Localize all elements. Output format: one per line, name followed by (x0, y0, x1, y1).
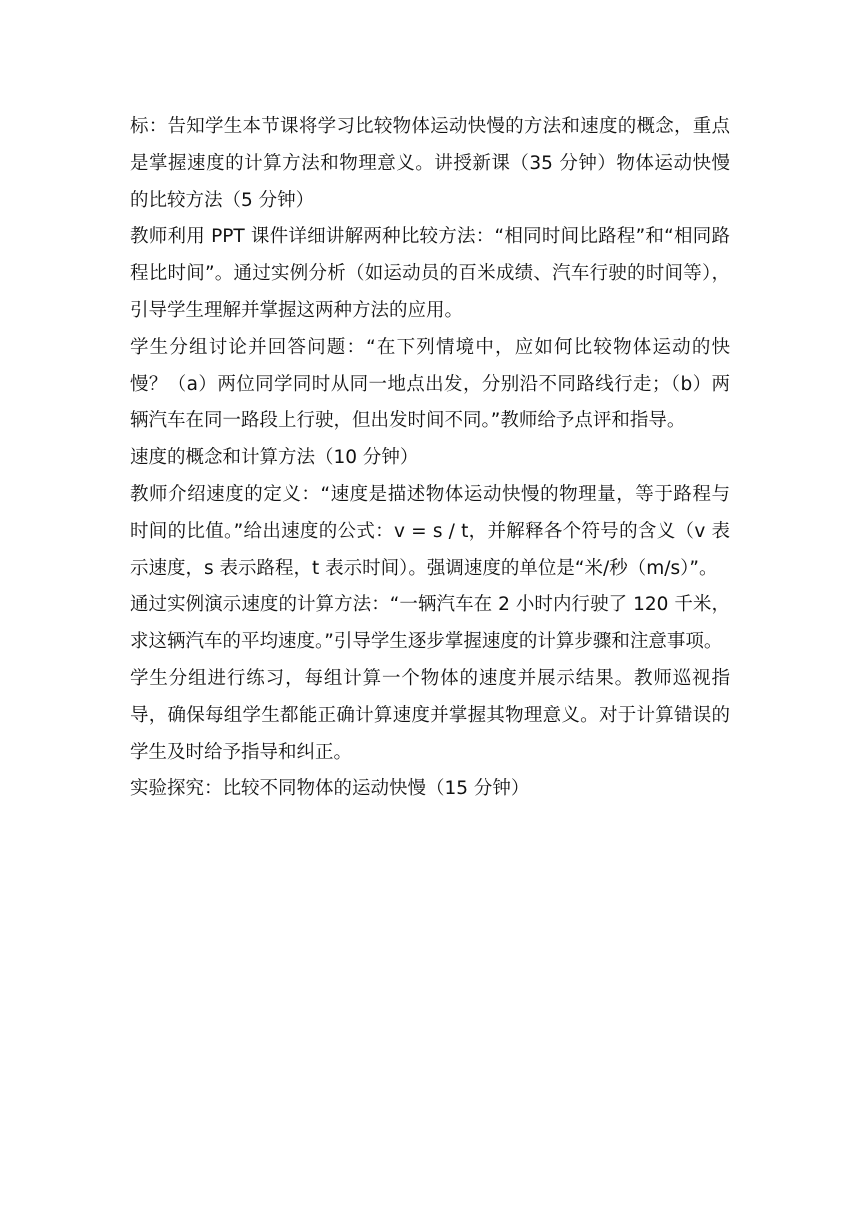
section-heading-experiment: 实验探究：比较不同物体的运动快慢（15 分钟） (130, 778, 530, 800)
paragraph-speed-example: 通过实例演示速度的计算方法：“一辆汽车在 2 小时内行驶了 120 千米，求这辆汽车的平均速度。”引导学生逐步掌握速度的计算步骤和注意事项。 (130, 594, 730, 653)
paragraph-teacher-ppt: 教师利用 PPT 课件详细讲解两种比较方法：“相同时间比路程”和“相同路程比时间”。通过实例分析（如运动员的百米成绩、汽车行驶的时间等），引导学生理解并掌握这两种方法的应用。 (130, 226, 730, 321)
paragraph-group-discussion: 学生分组讨论并回答问题：“在下列情境中，应如何比较物体运动的快慢？（a）两位同学同时从同一地点出发，分别沿不同路线行走；（b）两辆汽车在同一路段上行驶，但出发时间不同。”教师给予点评和指导。 (130, 336, 730, 432)
paragraph-speed-definition: 教师介绍速度的定义：“速度是描述物体运动快慢的物理量，等于路程与时间的比值。”给出速度的公式：v = s / t，并解释各个符号的含义（v 表示速度，s 表示路程，t 表示时间）。强调速度的单位是“米/秒（m/s）”。 (130, 483, 730, 579)
document-body (130, 109, 730, 808)
paragraph-group-practice: 学生分组进行练习，每组计算一个物体的速度并展示结果。教师巡视指导，确保每组学生都能正确计算速度并掌握其物理意义。对于计算错误的学生及时给予指导和纠正。 (130, 667, 730, 763)
paragraph-lesson-goal: 标：告知学生本节课将学习比较物体运动快慢的方法和速度的概念，重点是掌握速度的计算方法和物理意义。讲授新课（35 分钟）物体运动快慢的比较方法（5 分钟） (130, 116, 730, 211)
section-heading-speed-concept: 速度的概念和计算方法（10 分钟） (130, 447, 419, 469)
